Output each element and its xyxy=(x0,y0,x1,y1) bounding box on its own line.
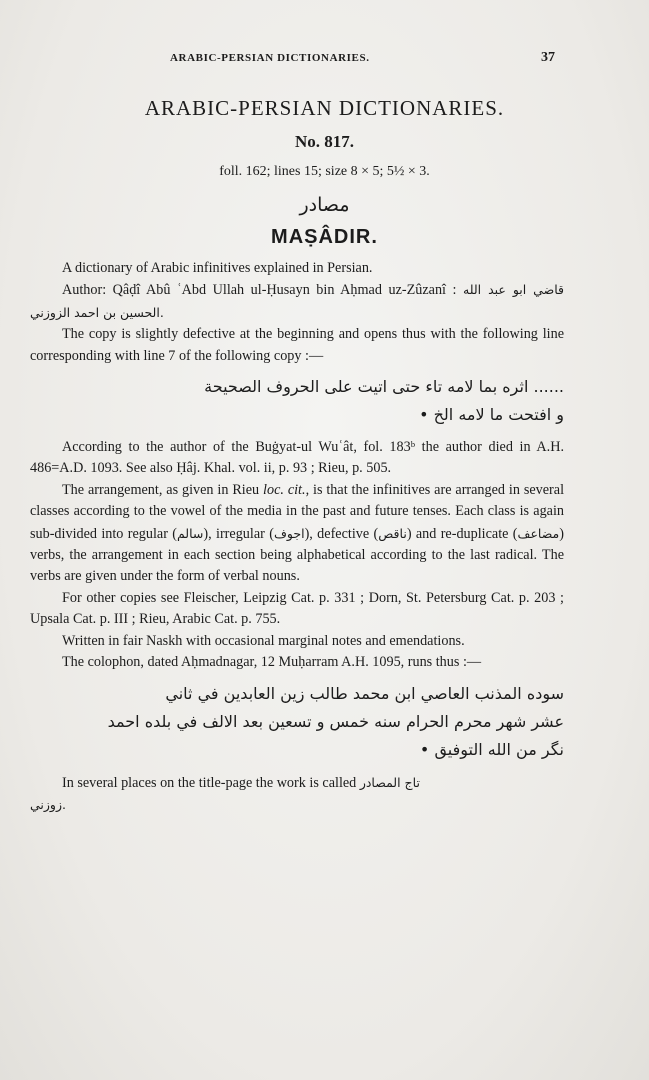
arabic-regular: سالم xyxy=(176,525,204,541)
entry-number: No. 817. xyxy=(294,132,355,151)
running-head xyxy=(0,50,649,70)
quote-colophon xyxy=(30,680,564,764)
section-heading: ARABIC-PERSIAN DICTIONARIES. xyxy=(144,96,505,120)
quote-colophon-line-1: سوده المذنب العاصي ابن محمد طالب زين العابدين في ثاني xyxy=(165,683,564,703)
paragraph-title-page xyxy=(30,772,564,794)
quote-opening xyxy=(30,373,564,429)
arabic-defective: ناقص xyxy=(378,525,407,541)
entry-title: MAṢÂDIR. xyxy=(271,226,378,248)
paragraph-other-copies: For other copies see Fleischer, Leipzig Cat. p. 331 ; Dorn, St. Petersburg Cat. p. 203 ; Upsala Cat. p. III ; Rieu, Arabic Cat. p. 755. xyxy=(30,589,564,628)
quote-colophon-line-3: نگر من الله التوفيق • xyxy=(419,739,564,759)
arrangement-text-c: ), irregular ( xyxy=(203,525,274,542)
quote-opening-line-1: ...... اثره بما لامه تاء حتى اتيت على الحروف الصحيحة xyxy=(204,377,564,397)
manuscript-specs: foll. 162; lines 15; size 8 × 5; 5½ × 3. xyxy=(219,164,430,179)
quote-colophon-line-2: عشر شهر محرم الحرام سنه خمس و تسعين بعد الالف في بلده احمد xyxy=(107,711,564,731)
arabic-irregular: اجوف xyxy=(273,525,305,541)
arrangement-text-f: ) verbs, the arrangement in each section being alphabetical according to the last radical. The verbs are given under the form of verbal nouns. xyxy=(30,525,564,585)
running-title: ARABIC-PERSIAN DICTIONARIES. xyxy=(170,52,370,64)
arrangement-italic: loc. cit. xyxy=(263,481,306,498)
arrangement-text-e: ) and re-duplicate ( xyxy=(406,525,518,542)
author-arabic: قاضي ابو عبد الله الحسين بن احمد الزوزني. xyxy=(30,282,565,320)
title-page-arabic: تاج المصادر xyxy=(359,774,420,790)
paragraph-author xyxy=(30,279,564,324)
paragraph-description: A dictionary of Arabic infinitives explained in Persian. xyxy=(62,260,373,276)
paragraph-title-page-end xyxy=(30,794,564,816)
arrangement-text-b: , is that the infinitives are arranged in several classes according to the vowel of the media in the past and future tenses. Each class is again sub-divided into regular ( xyxy=(30,481,565,542)
arrangement-text-a: The arrangement, as given in Rieu xyxy=(62,481,264,498)
quote-opening-line-2: و افتحت ما لامه الخ • xyxy=(419,405,564,425)
paragraph-author-death: According to the author of the Buġyat-ul Wuʿât, fol. 183ᵇ the author died in A.H. 486=A.D. 1093. See also Ḥâj. Khal. vol. ii, p. 93 ; Rieu, p. 505. xyxy=(30,439,564,477)
arabic-title: مصادر xyxy=(299,194,350,216)
paragraph-arrangement xyxy=(30,480,564,588)
page-number: 37 xyxy=(541,50,555,65)
paragraph-script: Written in fair Naskh with occasional marginal notes and emendations. xyxy=(62,632,465,649)
author-text: Author: Qâḍî Abû ʿAbd Ullah ul-Ḥusayn bin Aḥmad uz-Zûzanî : xyxy=(62,282,457,299)
title-page-text: In several places on the title-page the work is called xyxy=(62,774,357,791)
paragraph-colophon: The colophon, dated Aḥmadnagar, 12 Muḥarram A.H. 1095, runs thus :— xyxy=(62,654,482,671)
arabic-reduplicate: مضاعف xyxy=(517,525,560,541)
arrangement-text-d: ), defective ( xyxy=(304,525,379,542)
paragraph-copy-note: The copy is slightly defective at the beginning and opens thus with the following line corresponding with line 7 of the following copy :— xyxy=(30,326,564,364)
entry-body xyxy=(30,258,564,816)
title-page-arabic-end: زوزني. xyxy=(30,796,66,812)
